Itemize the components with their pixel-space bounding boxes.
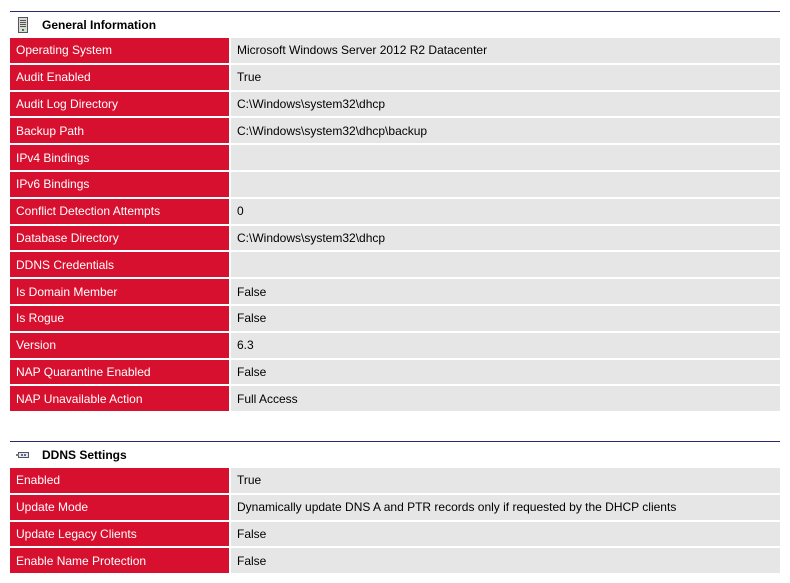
- property-label: Is Rogue: [10, 306, 229, 331]
- property-value: C:\Windows\system32\dhcp: [231, 226, 780, 251]
- property-label: DDNS Credentials: [10, 252, 229, 277]
- property-label: NAP Unavailable Action: [10, 386, 229, 411]
- general-information-section: [10, 11, 780, 413]
- property-label: Conflict Detection Attempts: [10, 199, 229, 224]
- property-value: [231, 145, 780, 170]
- table-row: [10, 145, 780, 172]
- server-icon: [10, 17, 36, 33]
- property-value: Full Access: [231, 386, 780, 411]
- property-label: Is Domain Member: [10, 279, 229, 304]
- property-value: False: [231, 522, 780, 547]
- table-row: [10, 172, 780, 199]
- network-card-icon: [10, 450, 36, 460]
- table-row: [10, 226, 780, 253]
- property-table: [10, 468, 780, 575]
- table-row: [10, 92, 780, 119]
- property-label: Backup Path: [10, 118, 229, 143]
- property-value: False: [231, 360, 780, 385]
- property-value: [231, 172, 780, 197]
- property-label: Update Mode: [10, 495, 229, 520]
- table-row: [10, 279, 780, 306]
- section-header: [10, 441, 780, 467]
- property-value: C:\Windows\system32\dhcp\backup: [231, 118, 780, 143]
- property-label: IPv4 Bindings: [10, 145, 229, 170]
- property-label: Database Directory: [10, 226, 229, 251]
- table-row: [10, 495, 780, 522]
- property-label: IPv6 Bindings: [10, 172, 229, 197]
- property-value: C:\Windows\system32\dhcp: [231, 92, 780, 117]
- property-label: NAP Quarantine Enabled: [10, 360, 229, 385]
- table-row: [10, 548, 780, 575]
- section-title: General Information: [42, 17, 157, 32]
- property-label: Enable Name Protection: [10, 548, 229, 573]
- section-header: [10, 11, 780, 37]
- table-row: [10, 252, 780, 279]
- table-row: [10, 199, 780, 226]
- property-value: Dynamically update DNS A and PTR records only if requested by the DHCP clients: [231, 495, 780, 520]
- property-label: Update Legacy Clients: [10, 522, 229, 547]
- table-row: [10, 522, 780, 549]
- property-label: Version: [10, 333, 229, 358]
- table-row: [10, 333, 780, 360]
- table-row: [10, 118, 780, 145]
- table-row: [10, 360, 780, 387]
- property-value: True: [231, 468, 780, 493]
- section-title: DDNS Settings: [42, 447, 127, 462]
- table-row: [10, 468, 780, 495]
- property-value: 0: [231, 199, 780, 224]
- property-label: Audit Enabled: [10, 65, 229, 90]
- ddns-settings-section: [10, 441, 780, 575]
- property-value: Microsoft Windows Server 2012 R2 Datacenter: [231, 38, 780, 63]
- property-value: 6.3: [231, 333, 780, 358]
- property-label: Operating System: [10, 38, 229, 63]
- property-table: [10, 38, 780, 413]
- table-row: [10, 306, 780, 333]
- property-value: [231, 252, 780, 277]
- table-row: [10, 65, 780, 92]
- property-label: Enabled: [10, 468, 229, 493]
- property-value: False: [231, 306, 780, 331]
- table-row: [10, 38, 780, 65]
- property-value: False: [231, 548, 780, 573]
- table-row: [10, 386, 780, 413]
- property-value: False: [231, 279, 780, 304]
- property-value: True: [231, 65, 780, 90]
- property-label: Audit Log Directory: [10, 92, 229, 117]
